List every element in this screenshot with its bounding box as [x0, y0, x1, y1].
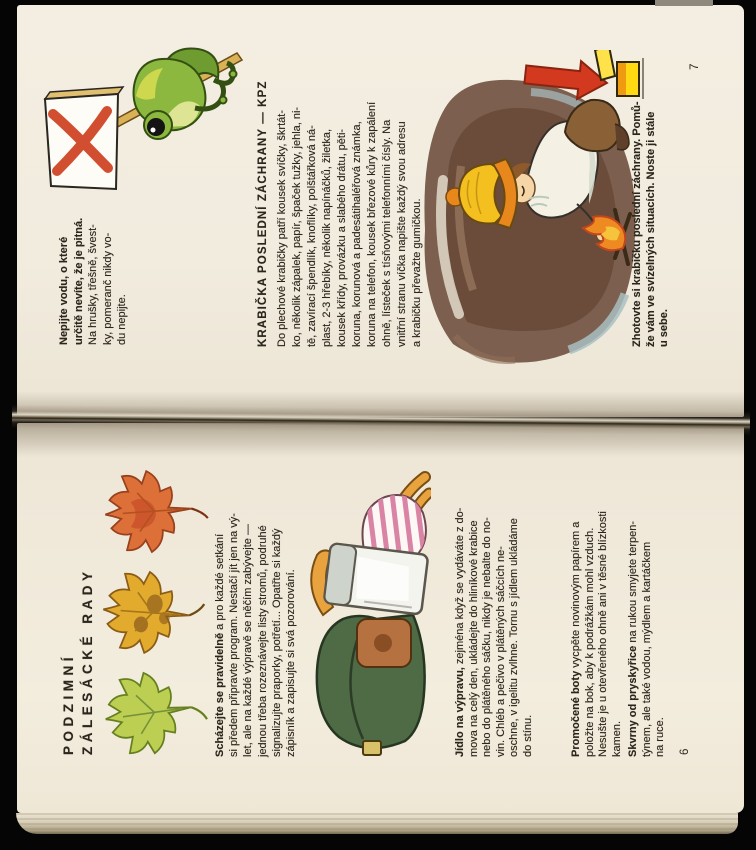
text-line: Promočené boty vycpěte novinovým papírem a	[570, 521, 582, 757]
page-edge-sliver-top	[655, 0, 713, 6]
text-line: určitě nevíte, že je pitná.	[72, 217, 85, 345]
chapter-title	[59, 567, 97, 755]
frog-crossed-sign-illustration	[43, 43, 253, 191]
text-line: u sebe.	[658, 309, 670, 347]
aluminium-box-icon	[324, 543, 429, 614]
text-line: kousek křídy, provázku a slabého drátu, pěti-	[336, 128, 348, 347]
text-line: ky, pomeranč nikdy vo-	[101, 232, 114, 345]
text-line: du nepijte.	[116, 294, 128, 345]
text-line: a krabičku převažte gumičkou.	[411, 198, 423, 347]
text-line: ohně, lísteček s tísňovými telefonními čísly. Na	[381, 119, 393, 347]
text-line: Na hrušky, třešně, švest-	[87, 224, 99, 345]
text-line: si předem připravte program. Nestačí jít jen na vý-	[228, 513, 241, 757]
text-line: že vám ve svízelných situacích. Noste ji stále	[644, 111, 657, 347]
kpz-caption	[631, 101, 672, 347]
text-line: jednou třeba rozeznávejte listy stromů, podruhé	[256, 525, 269, 757]
text-line: koruna na telefon, kousek březové kůry k zapálení	[366, 101, 378, 347]
text-line: plast, 2-3 hřebíky, několik napínáčků, žiletka,	[321, 128, 333, 347]
text-line: mova na celý den, ukládejte do hliníkové krabice	[467, 520, 480, 757]
text-line: Nepijte vodu, o které	[58, 236, 70, 345]
text-line: položte na bok, aby k podrážkám mohl vzduch.	[583, 527, 596, 757]
text-line: tě, zavírací špendlík, knoflíky, polštářková ná-	[306, 125, 318, 347]
text-line: zápisník a zapisujte si svá pozorování.	[285, 569, 298, 757]
text-line: Jídlo na výpravu, zejména když se vydáváte z do-	[454, 507, 466, 757]
wet-boots-paragraph	[570, 511, 624, 757]
page-6-sheet	[17, 423, 744, 813]
text-line: na ruce.	[654, 717, 667, 757]
text-line: týnem, ale také vodou, mýdlem a kartáčkem	[640, 541, 653, 757]
page-7-content	[17, 5, 744, 417]
kpz-box-icon	[595, 50, 643, 99]
text-line: oschne, v igelitu zvlhne. Tornu s jídlem ukládáme	[508, 518, 521, 757]
text-line: Skvrny od pryskyřice na rukou smyjete terpen-	[627, 520, 639, 757]
shelter-campfire-illustration	[419, 50, 645, 380]
text-line: let, ale na každé výpravě se něčím zabývejte —	[242, 524, 255, 757]
page-7-sheet	[17, 5, 744, 417]
text-line: nebo do plátěného sáčku, nikdy je nebalte do no-	[481, 517, 494, 757]
page-6-content	[17, 423, 744, 813]
text-line: Do plechové krabičky patří kousek svíčky, škrtát-	[276, 110, 288, 347]
page-number-7: 7	[689, 63, 701, 70]
page-edge-stack-bottom	[16, 813, 738, 834]
text-line: Nesušte je u otevřeného ohně ani v těsné blízkosti	[597, 511, 610, 757]
text-line: ko, několik zápalek, papír, špaček tužky, jehla, ni-	[291, 106, 303, 347]
maple-leaf-green-icon	[99, 658, 215, 766]
text-line: Zhotovte si krabičku poslední záchrany. Pomů-	[631, 101, 643, 347]
page-number-6: 6	[679, 748, 691, 755]
crossed-sign-icon	[45, 87, 123, 189]
backpack-illustration	[307, 469, 431, 761]
text-line: Scházejte se pravidelně a pro každé setkání	[214, 533, 226, 757]
food-paragraph	[454, 508, 536, 757]
maple-leaf-yellow-icon	[100, 561, 210, 664]
text-line: vin. Chléb a pečivo v plátěných sáčcích ne-	[494, 546, 507, 757]
no-drinking-water-note	[57, 218, 130, 345]
text-line: PODZIMNÍ	[61, 653, 76, 755]
text-line: ZÁLESÁCKÉ RADY	[80, 567, 95, 755]
text-line: do stínu.	[521, 714, 534, 757]
text-line: koruna, korunová a padesátihaléřová známka,	[351, 121, 363, 347]
maple-leaf-orange-icon	[102, 459, 212, 562]
meetings-paragraph	[213, 513, 298, 757]
autumn-leaves-illustration	[103, 459, 195, 759]
kpz-paragraph	[275, 102, 425, 347]
text-line: kamen.	[610, 720, 623, 757]
resin-stains-paragraph	[627, 521, 668, 757]
text-line: vnitřní stranu víčka napište každý svou adresu	[396, 121, 408, 347]
kpz-heading: KRABIČKA POSLEDNÍ ZÁCHRANY — KPZ	[257, 80, 269, 347]
text-line: signalizujte praporky, potřetí... Opatřte si každý	[270, 528, 283, 757]
